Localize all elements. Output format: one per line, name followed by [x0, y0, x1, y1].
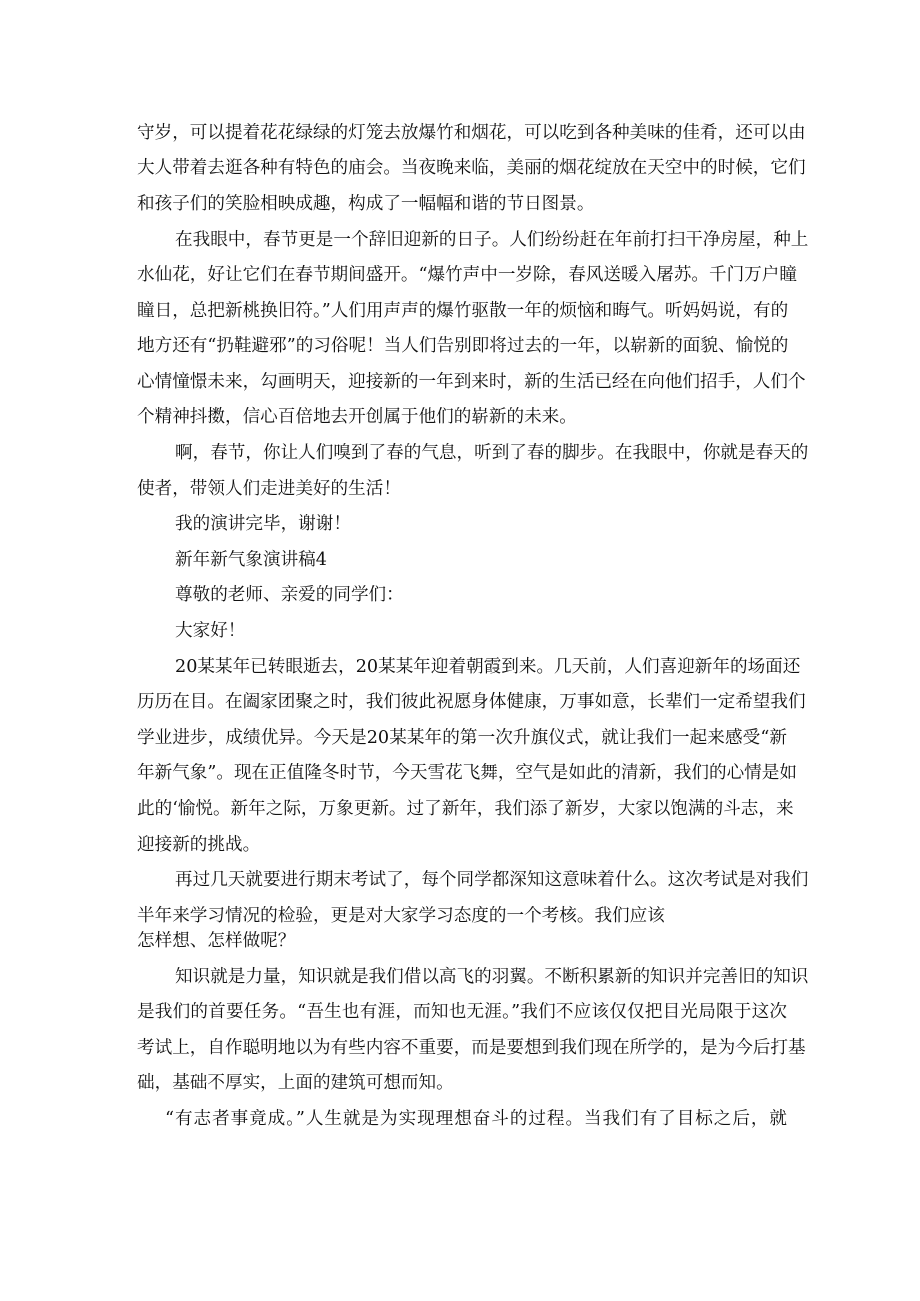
text-line: 学业进步，成绩优异。今天是20某某年的第一次升旗仪式，就让我们一起来感受“新 [137, 728, 787, 748]
text-line: 迎接新的挑战。 [137, 835, 261, 855]
text-line: 地方还有“扔鞋避邪”的习俗呢！当人们告别即将过去的一年，以崭新的面貌、愉悦的 [137, 336, 789, 356]
text-line: 20某某年已转眼逝去，20某某年迎着朝霞到来。几天前，人们喜迎新年的场面还 [175, 657, 801, 677]
text-line: 此的‘愉悦。新年之际，万象更新。过了新年，我们添了新岁，大家以饱满的斗志，来 [137, 799, 794, 819]
heading: 新年新气象演讲稿4 [175, 550, 327, 570]
text-line: 怎样想、怎样做呢？ [137, 931, 296, 951]
text-line: 年新气象”。现在正值隆冬时节，今天雪花飞舞，空气是如此的清新，我们的心情是如 [137, 763, 797, 783]
text-line: “有志者事竟成。”人生就是为实现理想奋斗的过程。当我们有了目标之后，就 [165, 1109, 787, 1129]
text-line: 个精神抖擞，信心百倍地去开创属于他们的崭新的未来。 [137, 407, 577, 427]
text-line: 水仙花，好让它们在春节期间盛开。“爆竹声中一岁除，春风送暖入屠苏。千门万户瞳 [137, 265, 797, 285]
text-line: 守岁，可以提着花花绿绿的灯笼去放爆竹和烟花，可以吃到各种美味的佳肴，还可以由 [137, 123, 806, 143]
salutation: 尊敬的老师、亲爱的同学们： [175, 585, 404, 605]
text-line: 啊，春节，你让人们嗅到了春的气息，听到了春的脚步。在我眼中，你就是春天的 [175, 443, 809, 463]
text-line: 础，基础不厚实，上面的建筑可想而知。 [137, 1073, 454, 1093]
text-line: 瞳日，总把新桃换旧符。”人们用声声的爆竹驱散一年的烦恼和晦气。听妈妈说，有的 [137, 301, 789, 321]
text-line: 使者，带领人们走进美好的生活！ [137, 479, 401, 499]
text-line: 在我眼中，春节更是一个辞旧迎新的日子。人们纷纷赶在年前打扫干净房屋，种上 [175, 230, 809, 250]
greeting: 大家好！ [175, 621, 246, 641]
text-line: 再过几天就要进行期末考试了，每个同学都深知这意味着什么。这次考试是对我们 [175, 870, 809, 890]
text-line: 知识就是力量，知识就是我们借以高飞的羽翼。不断积累新的知识并完善旧的知识 [175, 967, 809, 987]
text-line: 考试上，自作聪明地以为有些内容不重要，而是要想到我们现在所学的，是为今后打基 [137, 1038, 806, 1058]
text-line: 是我们的首要任务。“吾生也有涯，而知也无涯。”我们不应该仅仅把目光局限于这次 [137, 1002, 787, 1022]
text-line: 半年来学习情况的检验，更是对大家学习态度的一个考核。我们应该 [137, 906, 665, 926]
text-line: 和孩子们的笑脸相映成趣，构成了一幅幅和谐的节日图景。 [137, 194, 595, 214]
text-line: 心情憧憬未来，勾画明天，迎接新的一年到来时，新的生活已经在向他们招手，人们个 [137, 372, 806, 392]
text-line: 历历在目。在阖家团聚之时，我们彼此祝愿身体健康，万事如意，长辈们一定希望我们 [137, 692, 806, 712]
text-line: 我的演讲完毕，谢谢！ [175, 514, 351, 534]
text-line: 大人带着去逛各种有特色的庙会。当夜晚来临，美丽的烟花绽放在天空中的时候，它们 [137, 158, 806, 178]
